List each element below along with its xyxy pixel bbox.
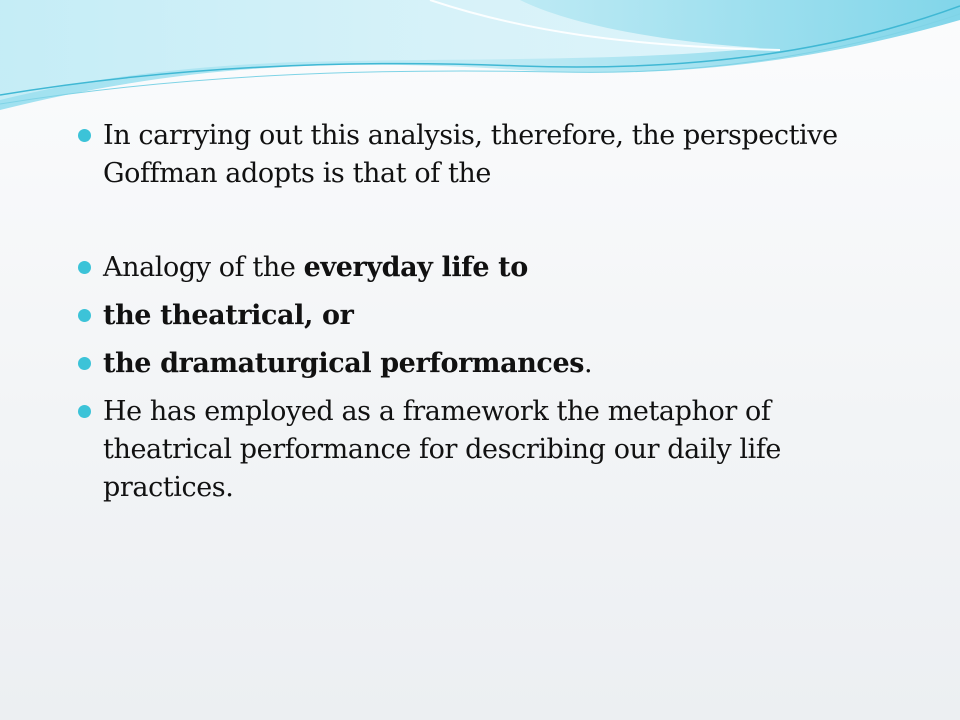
bullet-item bbox=[78, 297, 898, 335]
bullet-text-plain: . bbox=[584, 348, 593, 379]
bullet-dot-icon bbox=[78, 357, 91, 370]
bullet-dot-icon bbox=[78, 309, 91, 322]
bullet-item bbox=[78, 393, 898, 507]
bullet-item bbox=[78, 249, 898, 287]
bullet-text-bold: the theatrical, or bbox=[103, 300, 354, 331]
bullet-dot-icon bbox=[78, 261, 91, 274]
bullet-dot-icon bbox=[78, 405, 91, 418]
bullet-item bbox=[78, 345, 898, 383]
bullet-text-bold: everyday life to bbox=[303, 252, 528, 283]
header-wave-decoration bbox=[0, 0, 960, 120]
bullet-text-bold: the dramaturgical performances bbox=[103, 348, 585, 379]
bullet-dot-icon bbox=[78, 129, 91, 142]
bullet-text: In carrying out this analysis, therefore, the perspective Goffman adopts is that of the bbox=[103, 120, 838, 189]
bullet-list bbox=[78, 117, 898, 507]
bullet-text-plain: Analogy of the bbox=[103, 252, 304, 283]
bullet-text: He has employed as a framework the metaphor of theatrical performance for describing our daily life practices. bbox=[103, 396, 781, 503]
bullet-item bbox=[78, 117, 898, 193]
